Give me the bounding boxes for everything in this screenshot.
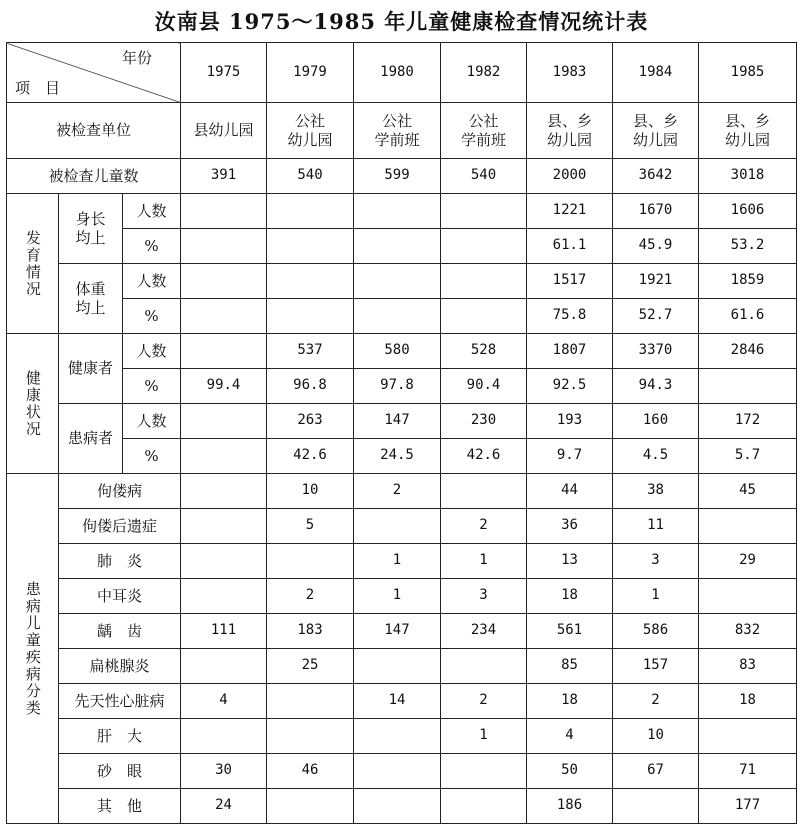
value-cell: 2000	[527, 159, 613, 194]
value-cell: 50	[527, 754, 613, 789]
value-cell: 42.6	[441, 439, 527, 474]
value-cell	[181, 509, 267, 544]
value-cell	[181, 229, 267, 264]
table-row	[7, 334, 797, 369]
value-cell: 44	[527, 474, 613, 509]
value-cell	[354, 509, 441, 544]
year-header: 1983	[527, 43, 613, 103]
cell-line: 县幼儿园	[193, 121, 254, 140]
value-cell: 183	[267, 614, 354, 649]
value-cell: 230	[441, 404, 527, 439]
disease-label: 佝偻后遗症	[59, 509, 181, 544]
value-cell: 10	[613, 719, 699, 754]
value-cell: 71	[699, 754, 797, 789]
value-cell: 1670	[613, 194, 699, 229]
table-row	[7, 719, 797, 754]
table-row	[7, 404, 797, 439]
value-cell: 4.5	[613, 439, 699, 474]
value-cell: 75.8	[527, 299, 613, 334]
table-row	[7, 43, 797, 103]
unit-cell	[441, 103, 527, 159]
sub-label	[59, 194, 123, 264]
value-cell	[181, 334, 267, 369]
value-cell: 4	[527, 719, 613, 754]
group-label-diseases: 患病儿童疾病分类	[7, 474, 59, 824]
cell-line: 县、乡	[724, 111, 770, 130]
cell-line: 体重	[75, 279, 106, 298]
item-header-label: 项 目	[15, 79, 61, 98]
cell-line: 公社	[381, 111, 412, 130]
value-cell	[267, 194, 354, 229]
value-cell: 4	[181, 684, 267, 719]
value-cell: 111	[181, 614, 267, 649]
table-row	[7, 509, 797, 544]
value-cell: 5	[267, 509, 354, 544]
table-row	[7, 299, 797, 334]
value-cell: 2	[354, 474, 441, 509]
value-cell: 2	[267, 579, 354, 614]
table-row	[7, 439, 797, 474]
value-cell	[699, 579, 797, 614]
measure-label: %	[123, 299, 181, 334]
cell-line: 公社	[468, 111, 499, 130]
value-cell	[441, 194, 527, 229]
value-cell	[181, 474, 267, 509]
value-cell	[699, 719, 797, 754]
value-cell: 1517	[527, 264, 613, 299]
cell-line: 学前班	[374, 130, 420, 149]
value-cell	[267, 719, 354, 754]
value-cell: 1	[441, 544, 527, 579]
table-row	[7, 649, 797, 684]
cell-line: 身长	[75, 209, 106, 228]
value-cell: 599	[354, 159, 441, 194]
unit-cell	[181, 103, 267, 159]
table-row	[7, 579, 797, 614]
value-cell	[267, 299, 354, 334]
value-cell	[441, 299, 527, 334]
value-cell	[267, 789, 354, 824]
sub-label: 健康者	[59, 334, 123, 404]
value-cell: 1	[354, 544, 441, 579]
sub-label	[59, 264, 123, 334]
year-header: 1982	[441, 43, 527, 103]
table-row	[7, 369, 797, 404]
value-cell: 3642	[613, 159, 699, 194]
value-cell	[354, 789, 441, 824]
value-cell	[181, 544, 267, 579]
value-cell: 18	[699, 684, 797, 719]
measure-label: 人数	[123, 404, 181, 439]
value-cell: 83	[699, 649, 797, 684]
value-cell: 3	[441, 579, 527, 614]
measure-label: 人数	[123, 334, 181, 369]
value-cell: 94.3	[613, 369, 699, 404]
value-cell: 580	[354, 334, 441, 369]
value-cell: 263	[267, 404, 354, 439]
value-cell: 3	[613, 544, 699, 579]
value-cell	[181, 264, 267, 299]
value-cell: 90.4	[441, 369, 527, 404]
value-cell: 1	[613, 579, 699, 614]
cell-line: 学前班	[460, 130, 506, 149]
table-row	[7, 264, 797, 299]
table-row	[7, 159, 797, 194]
value-cell: 18	[527, 579, 613, 614]
value-cell: 2846	[699, 334, 797, 369]
value-cell: 67	[613, 754, 699, 789]
value-cell: 147	[354, 614, 441, 649]
disease-label: 砂 眼	[59, 754, 181, 789]
value-cell: 92.5	[527, 369, 613, 404]
value-cell: 18	[527, 684, 613, 719]
value-cell	[354, 299, 441, 334]
value-cell	[441, 649, 527, 684]
year-header: 1975	[181, 43, 267, 103]
health-statistics-table	[6, 42, 797, 824]
value-cell: 1606	[699, 194, 797, 229]
value-cell: 24.5	[354, 439, 441, 474]
value-cell: 540	[267, 159, 354, 194]
value-cell: 1	[354, 579, 441, 614]
year-header: 1979	[267, 43, 354, 103]
value-cell: 3018	[699, 159, 797, 194]
value-cell	[354, 719, 441, 754]
value-cell	[699, 509, 797, 544]
value-cell: 186	[527, 789, 613, 824]
disease-label: 佝偻病	[59, 474, 181, 509]
value-cell: 45	[699, 474, 797, 509]
value-cell: 157	[613, 649, 699, 684]
row-label: 被检查单位	[7, 103, 181, 159]
cell-line: 幼儿园	[287, 130, 333, 149]
corner-header	[7, 43, 181, 103]
measure-label: %	[123, 439, 181, 474]
value-cell: 46	[267, 754, 354, 789]
value-cell: 540	[441, 159, 527, 194]
table-row	[7, 754, 797, 789]
value-cell: 537	[267, 334, 354, 369]
value-cell	[441, 474, 527, 509]
unit-cell	[354, 103, 441, 159]
cell-line: 县、乡	[632, 111, 678, 130]
value-cell	[267, 229, 354, 264]
table-row	[7, 544, 797, 579]
value-cell: 96.8	[267, 369, 354, 404]
sub-label: 患病者	[59, 404, 123, 474]
table-body	[7, 43, 797, 824]
cell-line: 公社	[294, 111, 325, 130]
value-cell	[699, 369, 797, 404]
value-cell: 5.7	[699, 439, 797, 474]
table-title: 汝南县 1975～1985 年儿童健康检查情况统计表	[154, 9, 649, 34]
value-cell	[181, 439, 267, 474]
value-cell	[613, 789, 699, 824]
value-cell: 1807	[527, 334, 613, 369]
group-label-health: 健康状况	[7, 334, 59, 474]
row-label: 被检查儿童数	[7, 159, 181, 194]
value-cell: 586	[613, 614, 699, 649]
value-cell	[181, 194, 267, 229]
value-cell	[181, 649, 267, 684]
value-cell: 97.8	[354, 369, 441, 404]
value-cell	[267, 544, 354, 579]
value-cell	[441, 264, 527, 299]
value-cell: 30	[181, 754, 267, 789]
disease-label: 肝 大	[59, 719, 181, 754]
table-row	[7, 229, 797, 264]
measure-label: %	[123, 229, 181, 264]
table-row	[7, 474, 797, 509]
table-row	[7, 614, 797, 649]
value-cell: 11	[613, 509, 699, 544]
value-cell	[354, 194, 441, 229]
value-cell: 528	[441, 334, 527, 369]
value-cell: 85	[527, 649, 613, 684]
value-cell: 234	[441, 614, 527, 649]
value-cell: 561	[527, 614, 613, 649]
value-cell	[181, 579, 267, 614]
cell-line: 均上	[75, 228, 106, 247]
value-cell: 13	[527, 544, 613, 579]
value-cell	[267, 684, 354, 719]
value-cell: 24	[181, 789, 267, 824]
value-cell: 2	[613, 684, 699, 719]
value-cell: 61.6	[699, 299, 797, 334]
value-cell: 10	[267, 474, 354, 509]
cell-line: 幼儿园	[546, 130, 592, 149]
table-row	[7, 194, 797, 229]
value-cell: 391	[181, 159, 267, 194]
value-cell	[181, 299, 267, 334]
value-cell: 45.9	[613, 229, 699, 264]
value-cell	[354, 754, 441, 789]
year-header: 1985	[699, 43, 797, 103]
value-cell: 9.7	[527, 439, 613, 474]
table-row	[7, 103, 797, 159]
year-header: 1980	[354, 43, 441, 103]
disease-label: 先天性心脏病	[59, 684, 181, 719]
value-cell: 53.2	[699, 229, 797, 264]
cell-line: 均上	[75, 298, 106, 317]
value-cell	[441, 229, 527, 264]
unit-cell	[699, 103, 797, 159]
value-cell	[354, 229, 441, 264]
unit-cell	[527, 103, 613, 159]
disease-label: 肺 炎	[59, 544, 181, 579]
cell-line: 县、乡	[546, 111, 592, 130]
value-cell	[354, 649, 441, 684]
unit-cell	[267, 103, 354, 159]
unit-cell	[613, 103, 699, 159]
year-header-label: 年份	[121, 49, 152, 67]
value-cell: 42.6	[267, 439, 354, 474]
table-row	[7, 684, 797, 719]
value-cell	[181, 719, 267, 754]
value-cell: 14	[354, 684, 441, 719]
table-row	[7, 789, 797, 824]
measure-label: %	[123, 369, 181, 404]
cell-line: 幼儿园	[632, 130, 678, 149]
value-cell: 832	[699, 614, 797, 649]
value-cell: 29	[699, 544, 797, 579]
value-cell: 2	[441, 509, 527, 544]
value-cell: 3370	[613, 334, 699, 369]
value-cell: 38	[613, 474, 699, 509]
value-cell	[354, 264, 441, 299]
year-header: 1984	[613, 43, 699, 103]
value-cell: 147	[354, 404, 441, 439]
value-cell: 1921	[613, 264, 699, 299]
value-cell: 1221	[527, 194, 613, 229]
value-cell	[267, 264, 354, 299]
disease-label: 龋 齿	[59, 614, 181, 649]
value-cell: 1859	[699, 264, 797, 299]
measure-label: 人数	[123, 264, 181, 299]
cell-line: 幼儿园	[724, 130, 770, 149]
value-cell: 160	[613, 404, 699, 439]
value-cell: 52.7	[613, 299, 699, 334]
value-cell: 99.4	[181, 369, 267, 404]
value-cell	[181, 404, 267, 439]
disease-label: 扁桃腺炎	[59, 649, 181, 684]
value-cell	[441, 754, 527, 789]
group-label-development: 发育情况	[7, 194, 59, 334]
value-cell: 1	[441, 719, 527, 754]
disease-label: 其 他	[59, 789, 181, 824]
value-cell: 61.1	[527, 229, 613, 264]
value-cell: 172	[699, 404, 797, 439]
value-cell: 25	[267, 649, 354, 684]
value-cell: 177	[699, 789, 797, 824]
disease-label: 中耳炎	[59, 579, 181, 614]
value-cell: 2	[441, 684, 527, 719]
measure-label: 人数	[123, 194, 181, 229]
value-cell	[441, 789, 527, 824]
value-cell: 193	[527, 404, 613, 439]
value-cell: 36	[527, 509, 613, 544]
